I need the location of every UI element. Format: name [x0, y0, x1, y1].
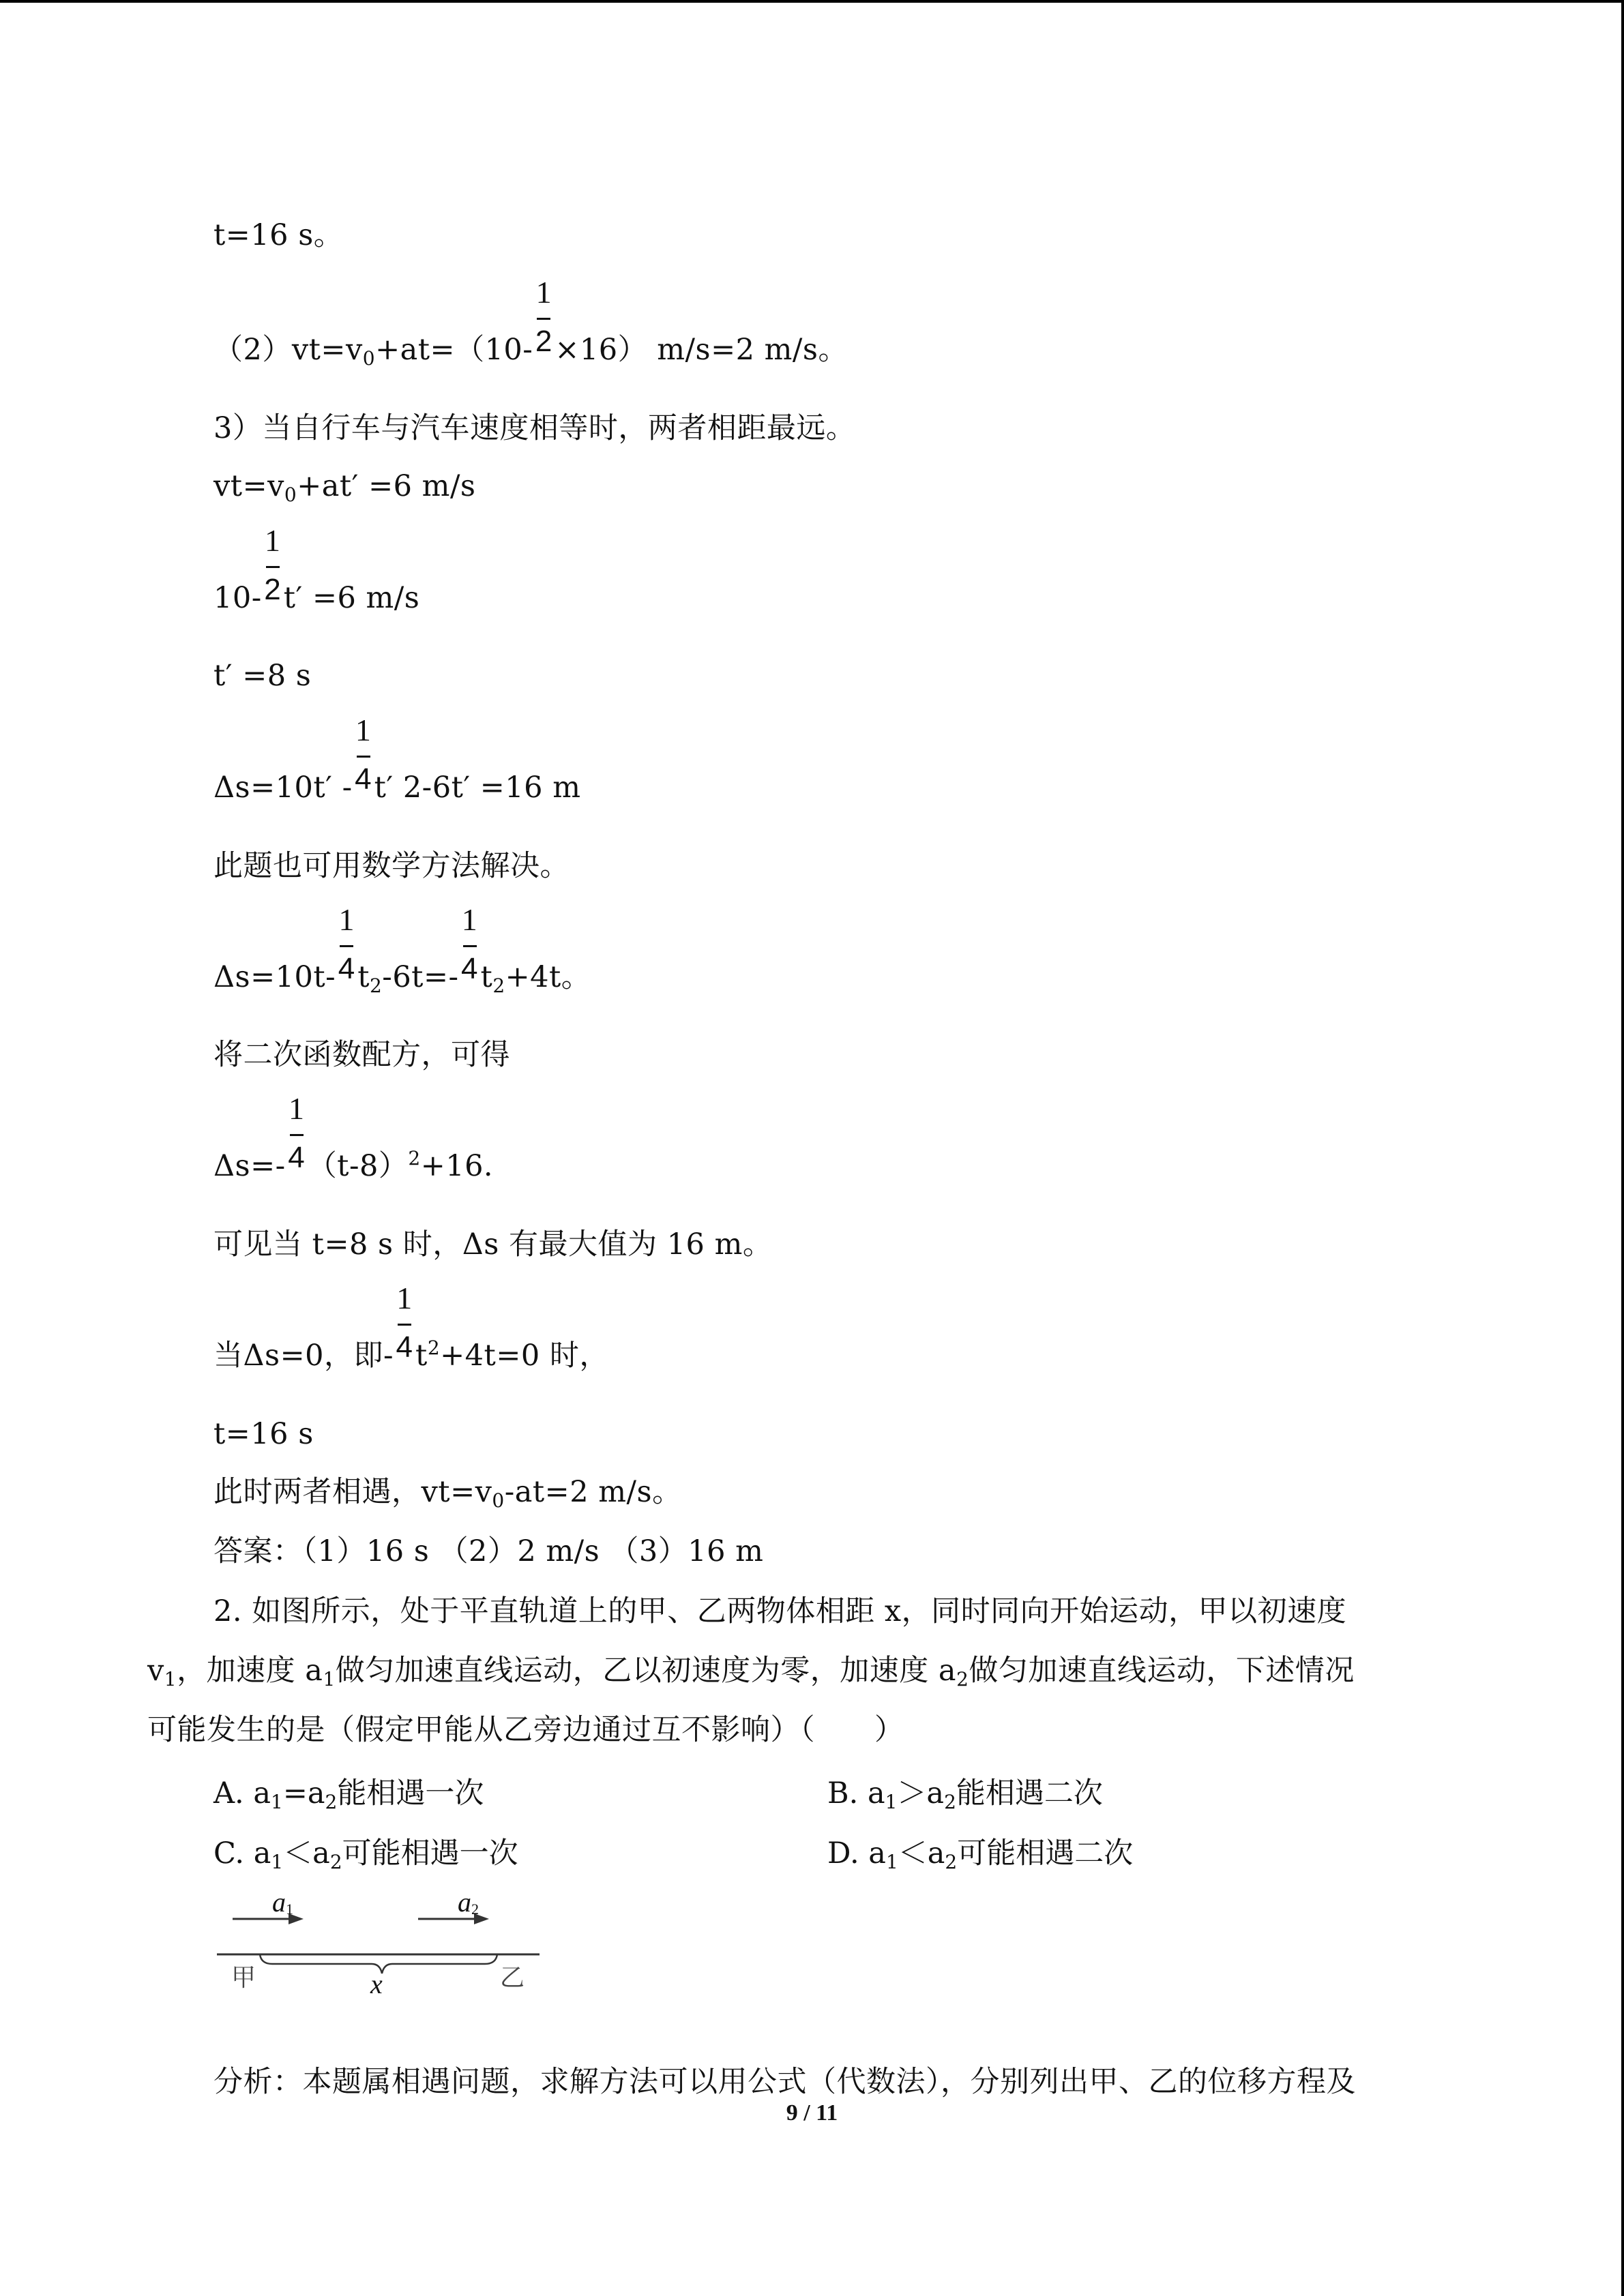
numerator: 1 [396, 1281, 413, 1315]
fraction-bar [537, 318, 550, 320]
option-d[interactable] [827, 1836, 1134, 1873]
text: +at′ =6 m/s [297, 469, 476, 503]
denominator: 4 [338, 952, 355, 985]
subscript: 2 [329, 1851, 342, 1873]
subscript: 1 [885, 1851, 898, 1873]
option-text: 可能相遇二次 [957, 1836, 1134, 1870]
numerator: 1 [535, 275, 552, 310]
text: Δs=- [213, 1149, 286, 1183]
text: +4t。 [505, 960, 591, 994]
solution-line-12 [213, 1227, 772, 1262]
text: -6t=- [382, 960, 459, 994]
text: a [253, 1836, 271, 1870]
numerator: 1 [338, 902, 355, 937]
subscript: 2 [945, 1851, 958, 1873]
text: t′ =8 s [213, 659, 312, 693]
text: t [357, 960, 370, 994]
page-border-right [1621, 0, 1624, 2296]
subscript: 1 [323, 1668, 336, 1690]
text: ，加速度 a [177, 1654, 323, 1688]
fraction-bar [290, 1134, 304, 1136]
solution-line-15 [213, 1475, 682, 1512]
fraction-bar [266, 566, 280, 568]
option-text: 能相遇二次 [956, 1776, 1103, 1810]
fraction-bar [398, 1324, 411, 1326]
solution-line-4 [213, 469, 476, 506]
text: 可见当 t=8 s 时，Δs 有最大值为 16 m。 [213, 1227, 773, 1262]
answer-line [213, 1534, 763, 1568]
fraction-bar [340, 945, 353, 947]
text: 做匀加速直线运动，下述情况 [969, 1654, 1355, 1688]
fraction-one-quarter [353, 713, 374, 805]
text: ＞a [897, 1776, 945, 1810]
denominator: 4 [396, 1330, 413, 1364]
solution-line-11 [213, 1091, 494, 1183]
text: t [480, 960, 493, 994]
denominator: 2 [264, 573, 282, 606]
subscript: 2 [369, 974, 383, 997]
solution-line-14 [213, 1417, 314, 1451]
text: t [415, 1339, 428, 1373]
text: ×16） m/s=2 m/s。 [555, 333, 848, 367]
fraction-one-quarter [459, 902, 481, 994]
label-jia: 甲 [231, 1964, 256, 1992]
text: Δs=10t′ - [213, 771, 353, 805]
fraction-bar [463, 945, 477, 947]
denominator: 4 [288, 1141, 306, 1174]
subscript: 1 [885, 1791, 898, 1813]
fraction-one-half [533, 275, 555, 367]
question-2-stem [147, 1582, 1471, 1760]
fraction-one-half [262, 523, 284, 615]
fraction-one-quarter [286, 1091, 308, 1183]
text: （t-8） [307, 1149, 409, 1183]
text: 10- [213, 581, 262, 615]
subscript: 2 [492, 974, 505, 997]
numerator: 1 [265, 523, 281, 558]
text: t=16 s。 [213, 218, 344, 252]
text: 将二次函数配方，可得 [213, 1038, 510, 1072]
text: 当Δs=0，即- [213, 1339, 394, 1373]
label-a2: $a_2$ [458, 1887, 479, 1918]
text: =a [282, 1776, 325, 1810]
option-c[interactable] [213, 1836, 518, 1873]
option-b[interactable] [827, 1776, 1103, 1813]
subscript: 2 [325, 1791, 338, 1813]
text: （2）vt=v [213, 333, 363, 367]
option-a[interactable] [213, 1776, 484, 1813]
solution-line-6 [213, 659, 311, 693]
question-text: 可能发生的是（假定甲能从乙旁边通过互不影响）（ ） [147, 1713, 904, 1747]
option-text: 可能相遇一次 [342, 1836, 518, 1870]
superscript: 2 [427, 1337, 441, 1359]
text: t′ 2-6t′ =16 m [374, 771, 581, 805]
denominator: 4 [461, 952, 479, 985]
label-yi: 乙 [500, 1964, 525, 1992]
text: a [868, 1836, 886, 1870]
text: ＜a [283, 1836, 330, 1870]
solution-line-10 [213, 1038, 510, 1072]
page-number [0, 2100, 1624, 2126]
fraction-bar [357, 756, 370, 758]
subscript: 2 [956, 1668, 969, 1690]
text: vt=v [213, 469, 284, 503]
text: 做匀加速直线运动，乙以初速度为零，加速度 a [335, 1654, 957, 1688]
question-text: 2. 如图所示，处于平直轨道上的甲、乙两物体相距 x，同时同向开始运动，甲以初速度 [213, 1594, 1347, 1628]
motion-diagram [213, 1889, 548, 2005]
subscript: 2 [944, 1791, 956, 1813]
subscript: 1 [271, 1791, 283, 1813]
option-label: D. [827, 1836, 859, 1870]
option-label: B. [827, 1776, 859, 1810]
solution-line-13 [213, 1281, 609, 1373]
text: Δs=10t- [213, 960, 336, 994]
numerator: 1 [288, 1091, 305, 1126]
page-border-top [0, 0, 1624, 3]
solution-line-5 [213, 523, 420, 615]
text: 3）当自行车与汽车速度相等时，两者相距最远。 [213, 411, 856, 445]
analysis-line [213, 2065, 1356, 2099]
text: t=16 s [213, 1417, 314, 1451]
text: 此题也可用数学方法解决。 [213, 849, 570, 883]
text: v [147, 1654, 164, 1688]
analysis-text: 分析：本题属相遇问题，求解方法可以用公式（代数法），分别列出甲、乙的位移方程及 [213, 2065, 1356, 2099]
superscript: 2 [408, 1147, 421, 1169]
subscript: 0 [362, 347, 376, 370]
text: ＜a [898, 1836, 945, 1870]
fraction-one-quarter [336, 902, 357, 994]
option-label: C. [213, 1836, 245, 1870]
answer-text: 答案：（1）16 s （2）2 m/s （3）16 m [213, 1534, 764, 1568]
solution-line-7 [213, 713, 581, 805]
numerator: 1 [355, 713, 372, 747]
subscript: 0 [492, 1489, 505, 1512]
option-text: 能相遇一次 [337, 1776, 484, 1810]
option-label: A. [213, 1776, 244, 1810]
text: +16. [420, 1149, 494, 1183]
fraction-one-quarter [394, 1281, 415, 1373]
solution-line-8 [213, 849, 570, 883]
solution-line-3 [213, 411, 855, 445]
label-a1: $a_1$ [272, 1887, 293, 1918]
text: a [867, 1776, 885, 1810]
solution-line-1 [213, 218, 343, 252]
text: -at=2 m/s。 [504, 1475, 682, 1509]
denominator: 2 [535, 325, 552, 358]
numerator: 1 [461, 902, 478, 937]
subscript: 0 [284, 483, 297, 506]
text: a [253, 1776, 271, 1810]
page-number-text: 9 / 11 [786, 2100, 838, 2126]
denominator: 4 [355, 762, 372, 796]
label-x: x [370, 1969, 383, 1999]
text: t′ =6 m/s [283, 581, 420, 615]
text: +4t=0 时， [440, 1339, 609, 1373]
solution-line-9 [213, 902, 591, 997]
subscript: 1 [164, 1668, 177, 1690]
solution-line-2 [213, 275, 848, 370]
subscript: 1 [271, 1851, 284, 1873]
text: 此时两者相遇，vt=v [213, 1475, 492, 1509]
text: +at=（10- [375, 333, 533, 367]
